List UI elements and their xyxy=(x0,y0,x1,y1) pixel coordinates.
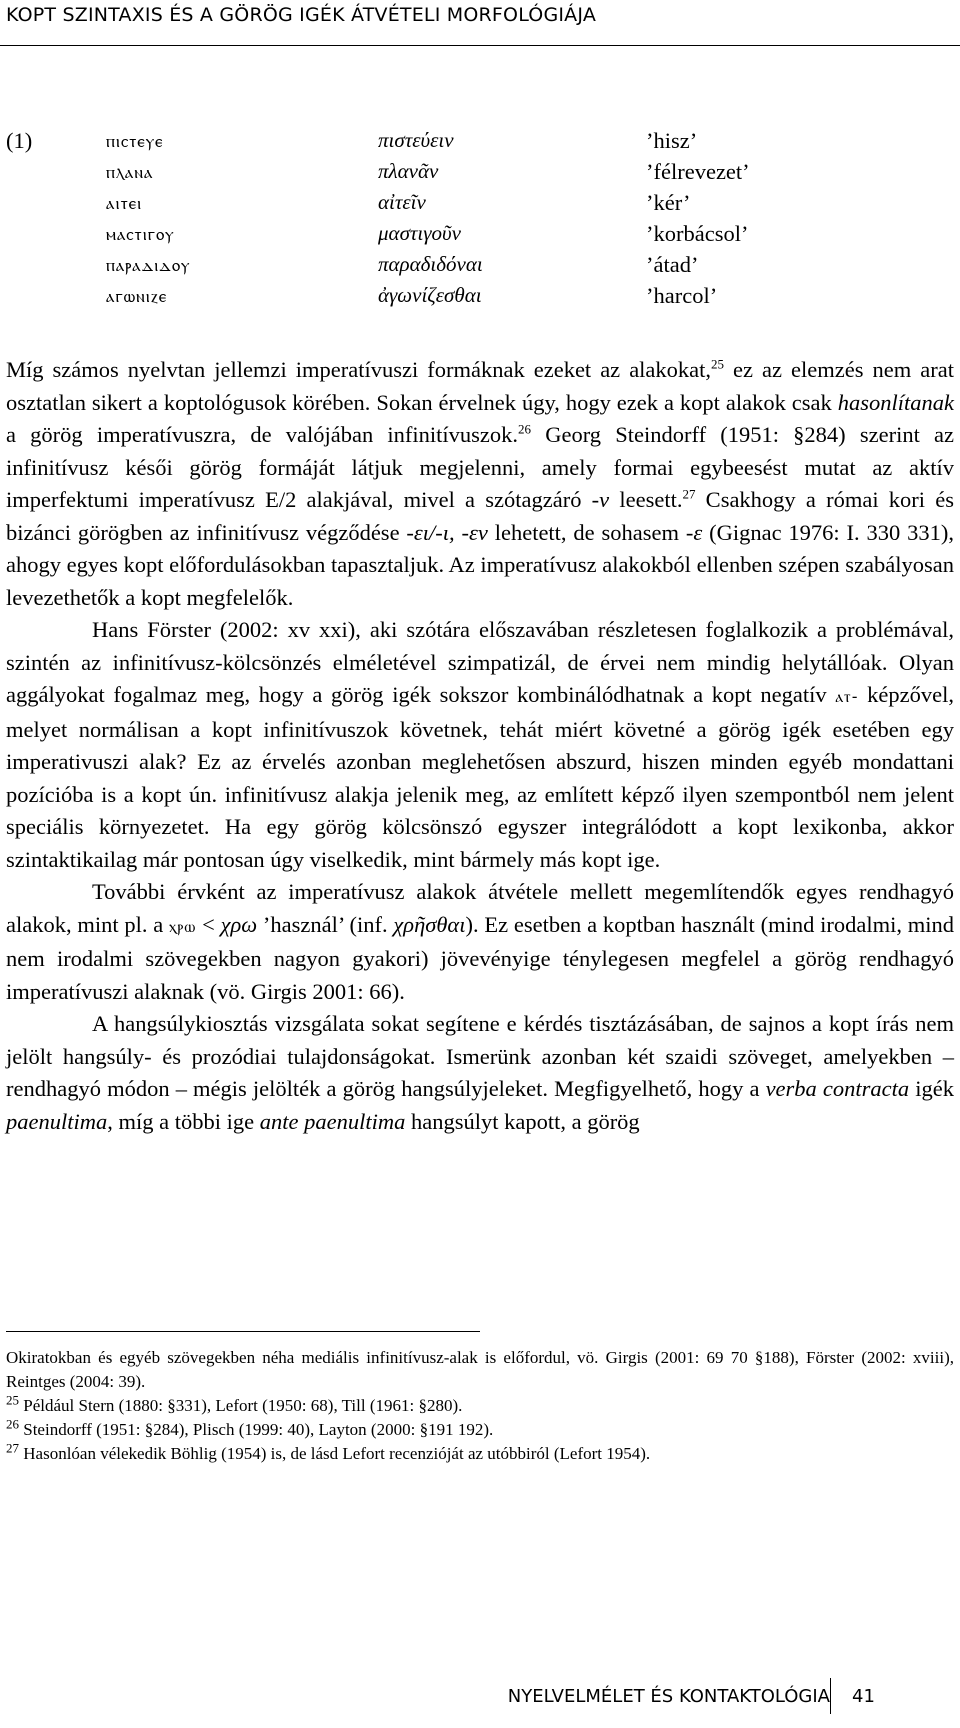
page-number: 41 xyxy=(852,1686,875,1707)
header-rule xyxy=(0,45,960,46)
coptic-word: ⲡⲗⲁⲛⲁ xyxy=(106,163,154,183)
footnote-continued: Okiratokban és egyéb szövegekben néha mediális infinitívusz-alak is előfordul, vö. Girgis (2001: 69 70 §188), Förster (2002: xviii), Reintges (2004: 39). xyxy=(6,1348,954,1391)
footnote-mark: 25 xyxy=(6,1392,19,1408)
greek-word: πλανᾶν xyxy=(378,159,439,183)
coptic-word: ⲁⲅⲱⲛⲓⲍⲉ xyxy=(106,287,168,307)
footnote-text: Hasonlóan vélekedik Böhlig (1954) is, de lásd Lefort recenzióját az utóbbiról (Lefort 1954). xyxy=(19,1444,651,1463)
coptic-word: ⲁⲓⲧⲉⲓ xyxy=(106,194,143,214)
footnote-25 xyxy=(6,1394,954,1418)
greek-ending: -ε xyxy=(685,519,703,545)
greek-word: πιστεύειν xyxy=(378,128,454,152)
running-header: KOPT SZINTAXIS ÉS A GÖRÖG IGÉK ÁTVÉTELI MORFOLÓGIÁJA xyxy=(6,4,597,26)
example-row xyxy=(6,221,946,251)
text-run: lehetett, de sohasem xyxy=(487,519,686,545)
paragraph xyxy=(6,1008,954,1138)
footnote-27 xyxy=(6,1442,954,1466)
gloss: ’korbácsol’ xyxy=(646,221,749,246)
body-text xyxy=(6,354,954,1138)
emphasis: hasonlítanak xyxy=(837,389,954,415)
gloss: ’hisz’ xyxy=(646,128,698,153)
greek-word: ἀγωνίζεσθαι xyxy=(378,283,482,307)
paragraph xyxy=(6,354,954,614)
footnote-ref-26[interactable]: 26 xyxy=(518,421,532,437)
footnote-ref-25[interactable]: 25 xyxy=(711,356,725,372)
text-run: ez az elemzés nem arat osztatlan sikert a koptológusok körében. Sokan érvelnek úgy, hogy ezek a kopt alakok csak xyxy=(6,357,954,415)
coptic-word: ⲡⲓⲥⲧⲉⲩⲉ xyxy=(106,132,164,152)
example-number: (1) xyxy=(6,128,33,153)
greek-ending: -ει/-ι, -εν xyxy=(406,519,488,545)
greek-word: μαστιγοῦν xyxy=(378,221,462,245)
greek-ending: -ν xyxy=(591,487,610,512)
emphasis: ante paenultima xyxy=(259,1108,406,1134)
text-run: a görög imperatívuszra, de valójában infinitívuszok. xyxy=(6,422,519,447)
greek-word: χρῆσθαι xyxy=(393,911,466,937)
gloss: ’átad’ xyxy=(646,252,699,277)
greek-word: αἰτεῖν xyxy=(378,190,426,214)
example-row xyxy=(6,252,946,282)
text-run: ). Ez esetben a koptban használt (mind irodalmi, mind nem irodalmi szövegekben nagyon gyakori) jövevényige ténylegesen megfelel a görög rendhagyó imperatívuszi alaknak (vö. Girgis 2001: 66). xyxy=(6,911,954,1004)
text-run: További érvként az imperatívusz alakok átvétele mellett megemlítendők egyes rendhagyó alakok, mint pl. a xyxy=(6,879,954,937)
text-run: A hangsúlykiosztás vizsgálata sokat segítene e kérdés tisztázásában, de sajnos a kopt írás nem jelölt hangsúly- és prozódiai tulajdonságokat. Ismerünk azonban két szaidi szöveget, amelyekben – rendhagyó módon – mégis jelölték a görög hangsúlyjeleket. Megfigyelhető, hogy a xyxy=(6,1011,954,1101)
paragraph xyxy=(6,876,954,1008)
coptic-prefix: ⲁⲧ- xyxy=(835,687,859,706)
coptic-word: ⲡⲁⲣⲁⲇⲓⲇⲟⲩ xyxy=(106,256,191,276)
text-run: , míg a többi ige xyxy=(107,1108,260,1134)
footnote-text: Steindorff (1951: §284), Plisch (1999: 40), Layton (2000: §191 192). xyxy=(19,1420,494,1439)
paragraph xyxy=(6,614,954,876)
text-run: < xyxy=(196,911,221,937)
gloss: ’kér’ xyxy=(646,190,691,215)
footnote-ref-27[interactable]: 27 xyxy=(682,486,696,502)
gloss: ’félrevezet’ xyxy=(646,159,750,184)
text-run: képzővel, melyet normálisan a kopt infinitívuszok követnek, tehát miért követné a görög igék esetében egy imperativuszi alak? Ez az érvelés azonban meglehetősen abszurd, hiszen minden egyéb mondattani pozícióba is a kopt ún. infinitívusz alakja jelenik meg, az említett képző ilyen szempontból nem jelent speciális környezetet. Ha egy görög kölcsönszó egyszer integrálódott a kopt lexikonba, akkor szintaktikailag már pontosan úgy viselkedik, mint bármely más kopt ige. xyxy=(6,682,954,872)
greek-word: παραδιδόναι xyxy=(378,252,483,276)
footer-separator xyxy=(830,1678,831,1714)
example-row xyxy=(6,128,946,158)
example-row xyxy=(6,159,946,189)
example-row xyxy=(6,190,946,220)
coptic-word: ⲙⲁⲥⲧⲓⲅⲟⲩ xyxy=(106,225,175,245)
emphasis: paenultima xyxy=(6,1108,108,1134)
text-run: Hans Förster (2002: xv xxi), aki szótára előszavában részletesen foglalkozik a problémával, szintén az infinitívusz-kölcsönzés elméletével szimpatizál, de érvei nem mindig helytállóak. Olyan aggályokat fogalmaz meg, hogy a görög igék sokszor kombinálódhatnak a kopt negatív xyxy=(6,617,954,707)
text-run: (Gignac 1976: I. 330 331), ahogy egyes kopt előfordulásokban tapasztaljuk. Az imperatívusz alakokból ellenben szépen szabályosan levezethetők a kopt megfelelők. xyxy=(6,519,954,610)
footnote-26 xyxy=(6,1418,954,1442)
footnote-rule xyxy=(6,1331,480,1332)
text-run: ’használ’ (inf. xyxy=(257,911,394,937)
text-run: Georg Steindorff (1951: §284) szerint az infinitívusz késői görög formáját látjuk megjelenni, amely formai egybeesést mutat az aktív imperfektumi imperatívusz E/2 alakjával, mivel a szótagzáró xyxy=(6,422,954,512)
text-run: Míg számos nyelvtan jellemzi imperatívuszi formáknak ezeket az alakokat, xyxy=(6,357,712,382)
footnote-mark: 27 xyxy=(6,1440,19,1456)
footer-title: NYELVELMÉLET ÉS KONTAKTOLÓGIA xyxy=(507,1686,830,1707)
emphasis: verba contracta xyxy=(765,1076,910,1101)
coptic-word: ⲭⲣⲱ xyxy=(169,916,197,936)
gloss: ’harcol’ xyxy=(646,283,718,308)
greek-word: χρω xyxy=(220,911,258,937)
example-row xyxy=(6,283,946,313)
footnote-mark: 26 xyxy=(6,1416,19,1432)
text-run: leesett. xyxy=(609,487,683,512)
text-run: igék xyxy=(909,1076,954,1101)
footnotes xyxy=(6,1346,954,1466)
footnote-text: Például Stern (1880: §331), Lefort (1950: 68), Till (1961: §280). xyxy=(19,1396,463,1415)
text-run: Csakhogy a római kori és bizánci görögben az infinitívusz végződése xyxy=(6,487,954,545)
page-footer xyxy=(460,1678,960,1714)
text-run: hangsúlyt kapott, a görög xyxy=(405,1108,640,1134)
